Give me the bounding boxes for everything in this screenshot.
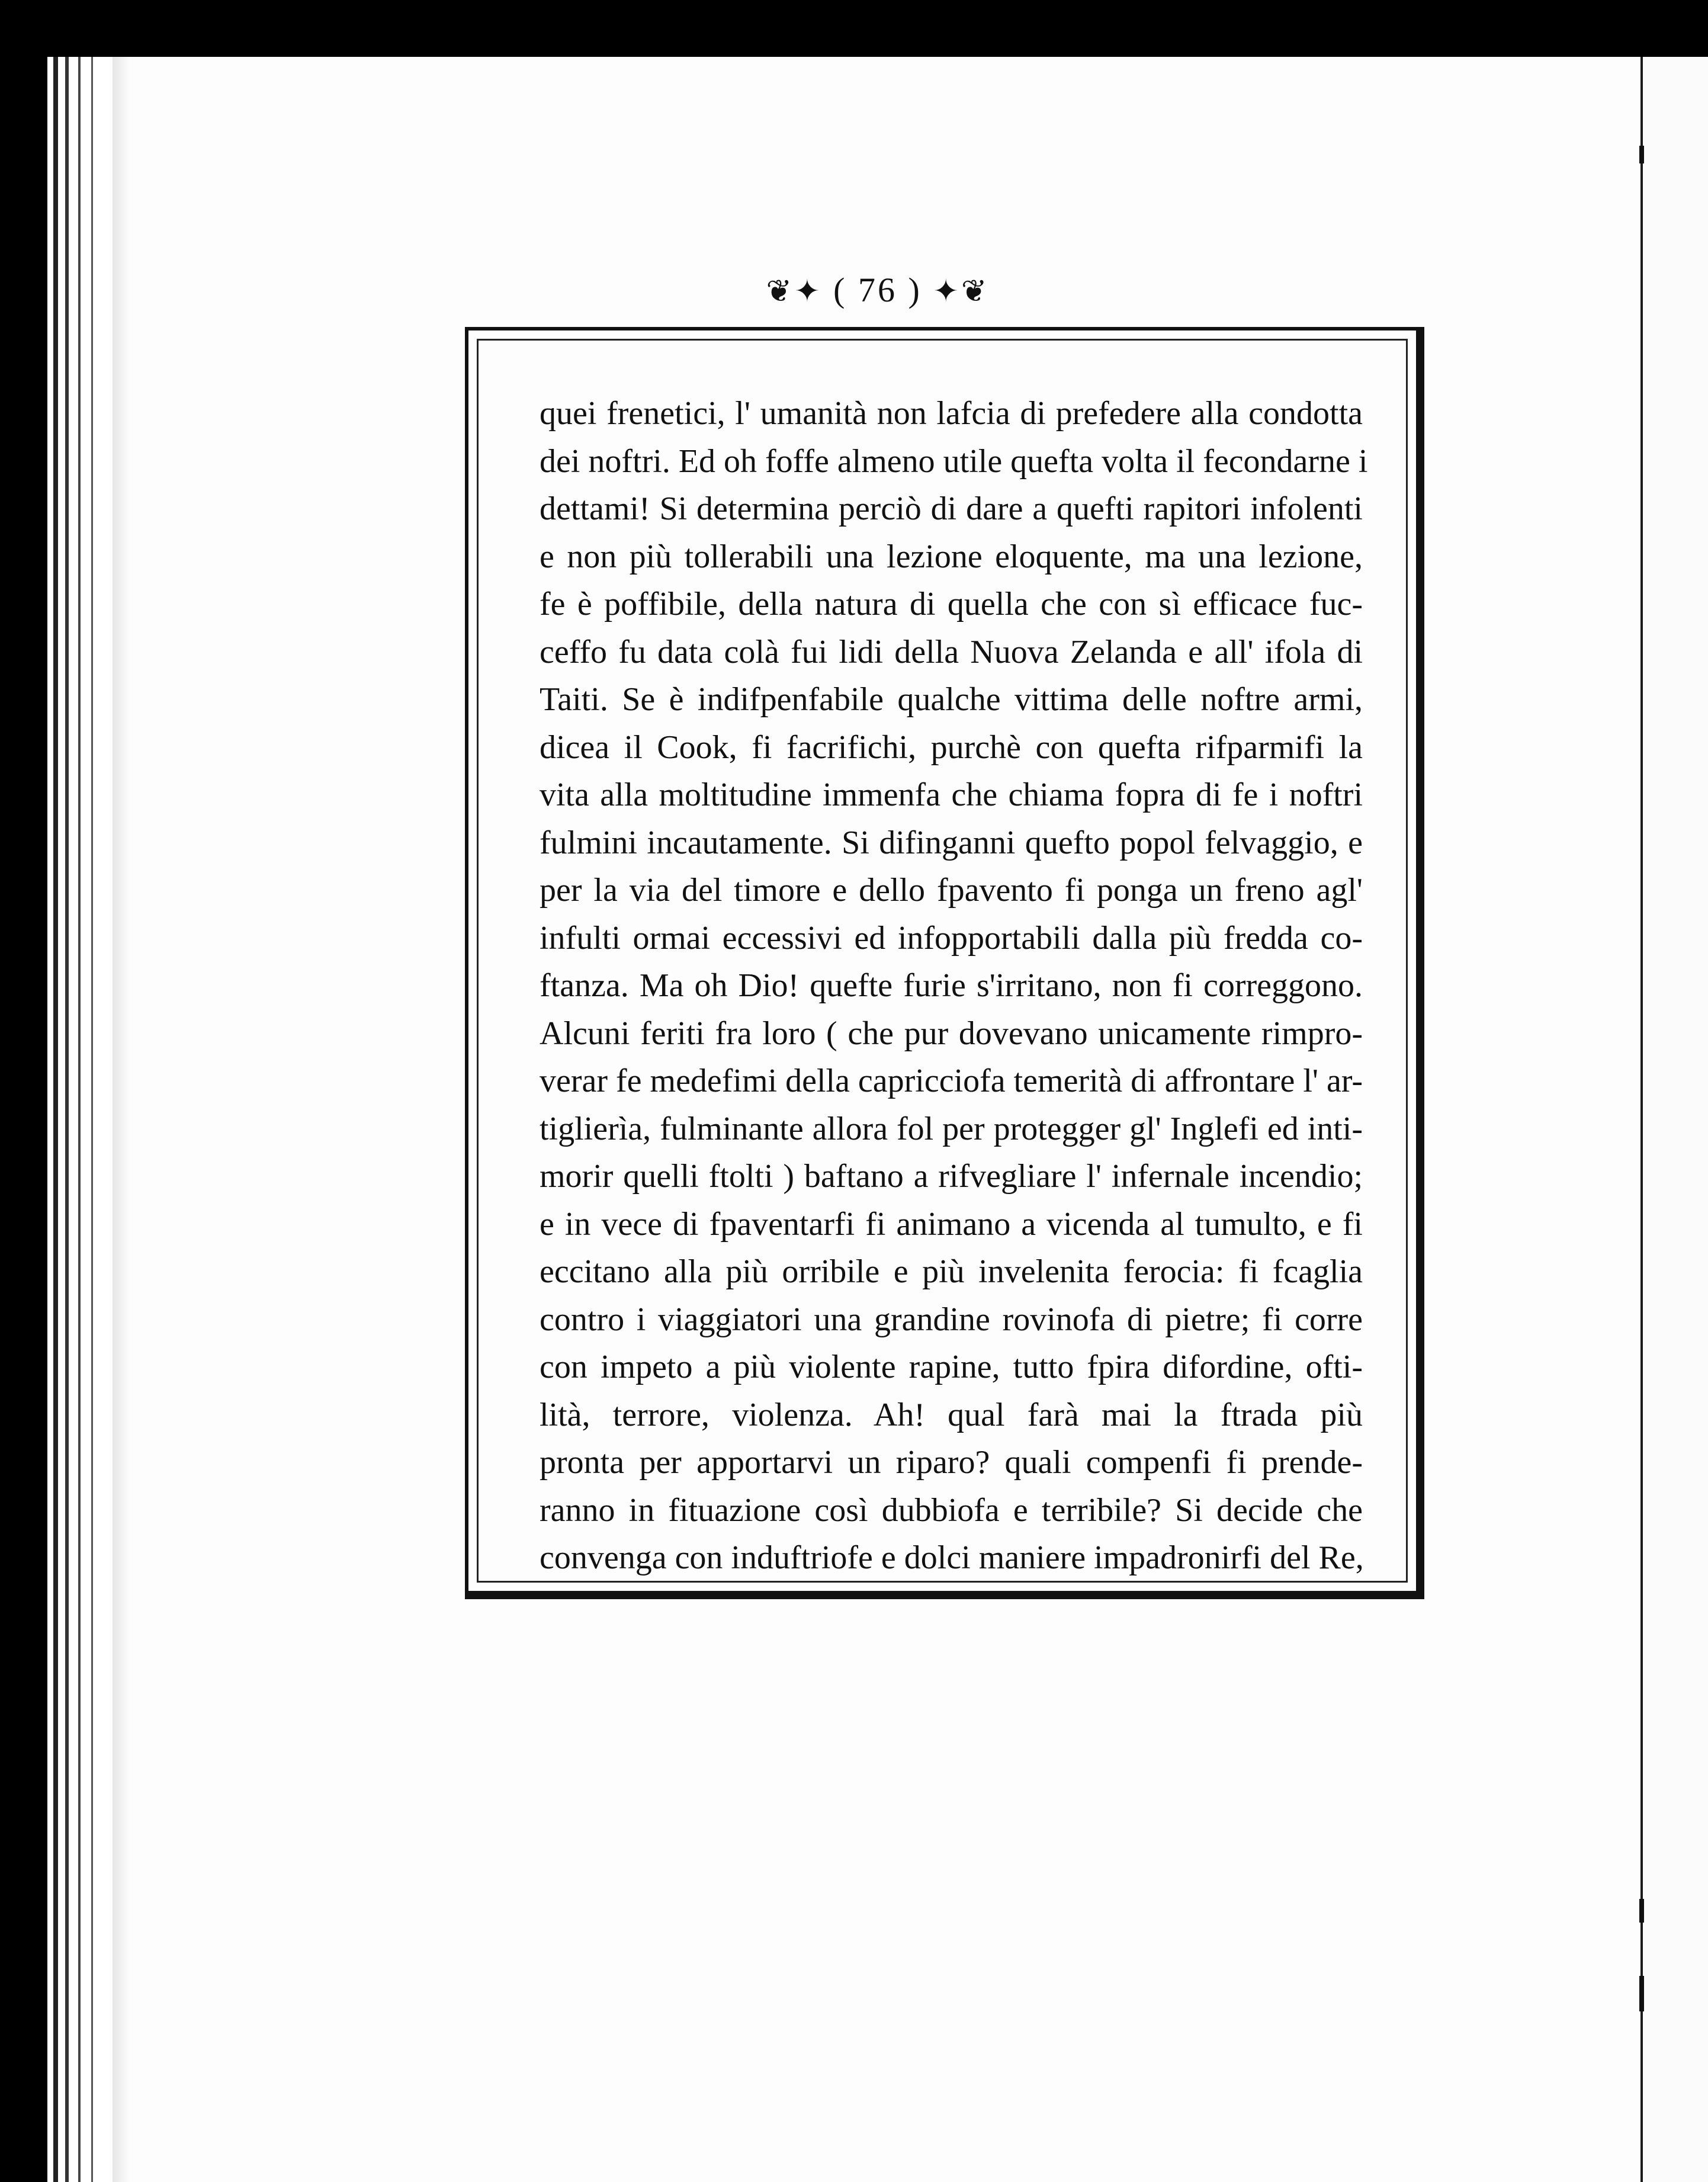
next-page-edge: [1640, 57, 1708, 2182]
text-line: per la via del timore e dello fpavento fi ponga un freno agl': [540, 872, 1363, 909]
text-line: lità, terrore, violenza. Ah! qual farà mai la ftrada più: [540, 1396, 1363, 1433]
text-line: e non più tollerabili una lezione eloquente, ma una lezione,: [540, 538, 1363, 575]
text-line: Alcuni feriti fra loro ( che pur dovevano unicamente rimpro-: [540, 1015, 1363, 1052]
text-line: convenga con induftriofe e dolci maniere impadronirfi del Re,: [540, 1539, 1364, 1576]
text-line: fulmini incautamente. Si difinganni quefto popol felvaggio, e: [540, 824, 1363, 861]
text-line: eccitano alla più orribile e più invelenita ferocia: fi fcaglia: [540, 1253, 1363, 1290]
text-line: quei frenetici, l' umanità non lafcia di prefedere alla condotta: [540, 395, 1363, 432]
book-page: [47, 57, 1708, 2182]
body-text: [540, 390, 1368, 1582]
text-line: ftanza. Ma oh Dio! quefte furie s'irritano, non fi correggono.: [540, 967, 1363, 1004]
text-line: verar fe medefimi della capricciofa temerità di affrontare l' ar-: [540, 1063, 1363, 1099]
text-line: e in vece di fpaventarfi fi animano a vicenda al tumulto, e fi: [540, 1205, 1363, 1243]
text-line: dei noftri. Ed oh foffe almeno utile quefta volta il fecondarne i: [540, 442, 1368, 480]
book-spine: [47, 57, 113, 2182]
page-header: [47, 270, 1708, 310]
text-line: contro i viaggiatori una grandine rovinofa di pietre; fi corre: [540, 1301, 1363, 1338]
text-line: dicea il Cook, fi facrifichi, purchè con quefta rifparmifi la: [540, 729, 1363, 766]
text-line: ranno in fituazione così dubbiofa e terribile? Si decide che: [540, 1491, 1363, 1529]
text-line: infulti ormai eccessivi ed infopportabili dalla più fredda co-: [540, 919, 1363, 957]
text-line: morir quelli ftolti ) baftano a rifvegliare l' infernale incendio;: [540, 1158, 1363, 1195]
text-line: fe è poffibile, della natura di quella che con sì efficace fuc-: [540, 586, 1363, 622]
text-line: dettami! Si determina perciò di dare a quefti rapitori infolenti: [540, 490, 1363, 527]
text-line: Taiti. Se è indifpenfabile qualche vittima delle noftre armi,: [540, 681, 1363, 718]
text-line: ceffo fu data colà fui lidi della Nuova Zelanda e all' ifola di: [540, 633, 1363, 670]
text-line: tiglierìa, fulminante allora fol per protegger gl' Inglefi ed inti-: [540, 1110, 1363, 1147]
right-ornament-icon: ✦❦: [933, 275, 990, 309]
text-line: vita alla moltitudine immenfa che chiama fopra di fe i noftri: [540, 776, 1363, 813]
text-frame: [465, 327, 1424, 1599]
left-ornament-icon: ❦✦: [766, 275, 823, 309]
text-line: pronta per apportarvi un riparo? quali compenfi fi prende-: [540, 1444, 1363, 1481]
text-line: con impeto a più violente rapine, tutto fpira difordine, ofti-: [540, 1349, 1363, 1385]
page-number: ( 76 ): [833, 271, 922, 309]
